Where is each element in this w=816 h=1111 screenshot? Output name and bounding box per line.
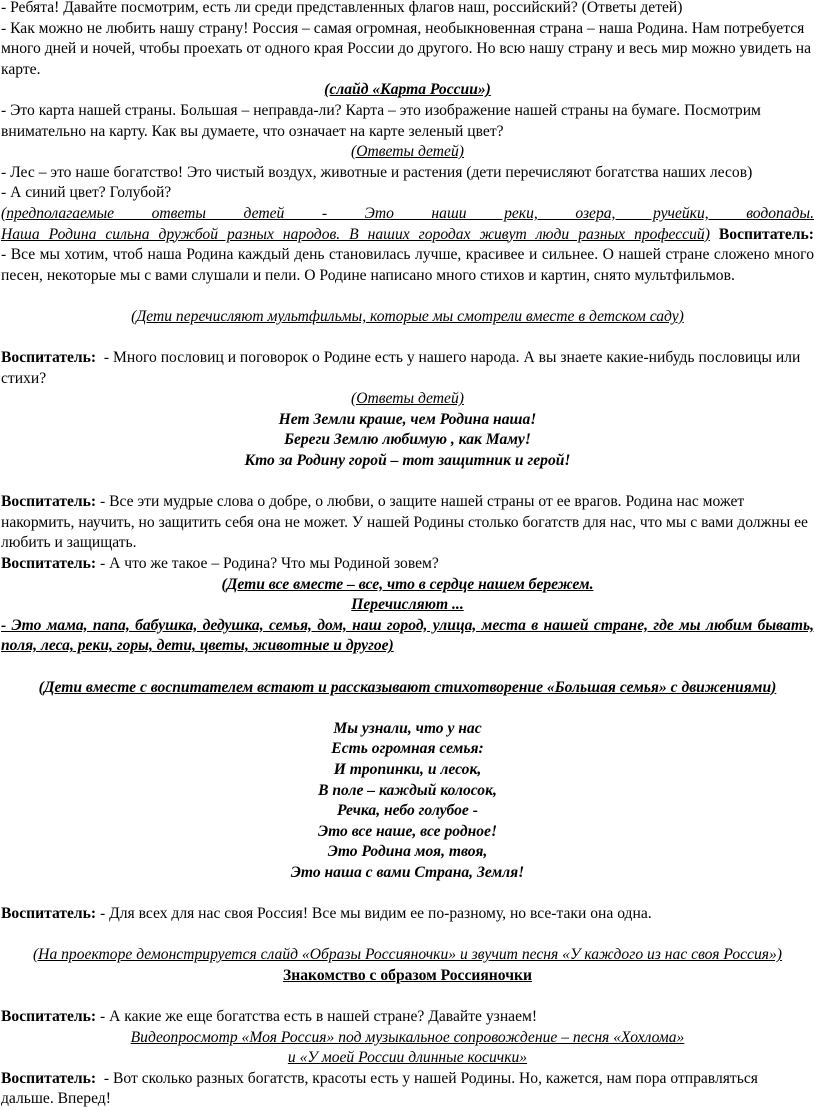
poem-line: Речка, небо голубое - xyxy=(337,802,478,820)
teacher-paragraph xyxy=(1,1069,814,1110)
text-paragraph: - Как можно не любить нашу страну! Россия – самая огромная, необыкновенная страна – наша Родина. Нам потребуется много дней и ночей, чтобы проехать от одного края России до другого. Но всю нашу страну и весь мир можно увидеть на карте. xyxy=(1,19,811,78)
slide-note-map: (слайд «Карта России») xyxy=(324,81,491,99)
poem-line: Это наша с вами Страна, Земля! xyxy=(290,863,525,881)
teacher-label: Воспитатель: xyxy=(1,555,97,573)
spacer xyxy=(1,328,814,349)
teacher-paragraph xyxy=(1,554,814,575)
poem-intro: (Дети вместе с воспитателем встают и рассказывают стихотворение «Большая семья» с движениями) xyxy=(38,678,777,696)
poem-line: Есть огромная семья: xyxy=(331,740,484,758)
video-note: Видеопросмотр «Моя Россия» под музыкальное сопровождение – песня «Хохлома» xyxy=(130,1028,685,1046)
spacer xyxy=(1,884,814,905)
teacher-speech: - Для всех для нас своя Россия! Все мы видим ее по-разному, но все-таки она одна. xyxy=(100,905,652,923)
expected-answers-text: Наша Родина сильна дружбой разных народов. В наших городах живут люди разных профессий) xyxy=(1,225,710,243)
text-paragraph: - Лес – это наше богатство! Это чистый воздух, животные и растения (дети перечисляют богатства наших лесов) xyxy=(1,163,753,181)
projector-note: (На проекторе демонстрируется слайд «Образы Россияночки» и звучит песня «У каждого из нас своя Россия») xyxy=(32,946,783,964)
spacer xyxy=(1,925,814,946)
poem xyxy=(1,719,814,884)
teacher-label: Воспитатель: xyxy=(1,1069,97,1087)
teacher-speech: - А какие же еще богатства есть в нашей стране? Давайте узнаем! xyxy=(100,1008,538,1026)
text-line: - А синий цвет? Голубой? xyxy=(1,184,172,202)
together-note: (Дети все вместе – все, что в сердце нашем бережем. xyxy=(221,575,594,593)
poem-line: Это все наше, все родное! xyxy=(317,822,498,840)
teacher-speech: - Все эти мудрые слова о добре, о любви, о защите нашей страны от ее врагов. Родина нас может накормить, научить, но защитить себя она не может. У нашей Родины столько богатств для нас, что мы с вами должны ее любить и защищать. xyxy=(1,493,808,552)
section-heading: Знакомство с образом Россияночки xyxy=(283,966,532,984)
teacher-paragraph xyxy=(1,1007,814,1028)
list-label: Перечисляют ... xyxy=(351,596,464,614)
list-text: - Это мама, папа, бабушка, дедушка, семья, дом, наш город, улица, места в нашей стране, где мы любим бывать, поля, леса, реки, горы, дети, цветы, животные и другое) xyxy=(1,616,814,655)
teacher-paragraph xyxy=(1,348,814,389)
spacer xyxy=(1,286,814,307)
document-page xyxy=(1,0,814,1110)
teacher-label: Воспитатель: xyxy=(1,493,97,511)
text-paragraph: - Все мы хотим, чтоб наша Родина каждый день становилась лучше, красивее и сильнее. О нашей стране сложено много песен, некоторые мы с вами слушали и пели. О Родине написано много стихов и картин, снято мультфильмов. xyxy=(1,246,814,284)
text-line: - Ребята! Давайте посмотрим, есть ли среди представленных флагов наш, российский? (Ответы детей) xyxy=(1,0,683,16)
teacher-speech: - Много пословиц и поговорок о Родине есть у нашего народа. А вы знаете какие-нибудь пословицы или стихи? xyxy=(1,349,801,387)
teacher-label: Воспитатель: xyxy=(1,349,97,367)
poem-line: Мы узнали, что у нас xyxy=(333,719,482,737)
teacher-paragraph xyxy=(1,904,814,925)
spacer xyxy=(1,987,814,1008)
poem-line: И тропинки, и лесок, xyxy=(333,760,482,778)
proverb: Береги Землю любимую , как Маму! xyxy=(284,431,531,449)
text-paragraph: - Это карта нашей страны. Большая – неправда-ли? Карта – это изображение нашей страны на бумаге. Посмотрим внимательно на карту. Как вы думаете, что означает на карте зеленый цвет? xyxy=(1,101,761,140)
proverb: Нет Земли краше, чем Родина наша! xyxy=(278,410,537,428)
cartoons-note: (Дети перечисляют мультфильмы, которые мы смотрели вместе в детском саду) xyxy=(131,307,684,325)
answers-note: (Ответы детей) xyxy=(351,390,464,408)
proverb: Кто за Родину горой – тот защитник и герой! xyxy=(244,452,571,470)
expected-answers-line: (предполагаемые ответы детей - Это наши реки, озера, ручейки, водопады. xyxy=(1,204,814,222)
teacher-paragraph xyxy=(1,492,814,554)
teacher-speech: - А что же такое – Родина? Что мы Родиной зовем? xyxy=(100,555,439,573)
answers-note: (Ответы детей) xyxy=(351,143,464,161)
teacher-speech: - Вот сколько разных богатств, красоты есть у нашей Родины. Но, кажется, нам пора отправляться дальше. Вперед! xyxy=(1,1069,758,1108)
teacher-label: Воспитатель: xyxy=(1,1008,97,1026)
poem-line: В поле – каждый колосок, xyxy=(318,781,497,799)
spacer xyxy=(1,472,814,493)
spacer xyxy=(1,657,814,678)
spacer xyxy=(1,698,814,719)
poem-line: Это Родина моя, твоя, xyxy=(327,843,488,861)
expected-answers-teacher-line xyxy=(1,225,814,246)
video-note: и «У моей России длинные косички» xyxy=(287,1049,528,1067)
teacher-label: Воспитатель: xyxy=(1,905,97,923)
teacher-label: Воспитатель: xyxy=(718,225,814,243)
